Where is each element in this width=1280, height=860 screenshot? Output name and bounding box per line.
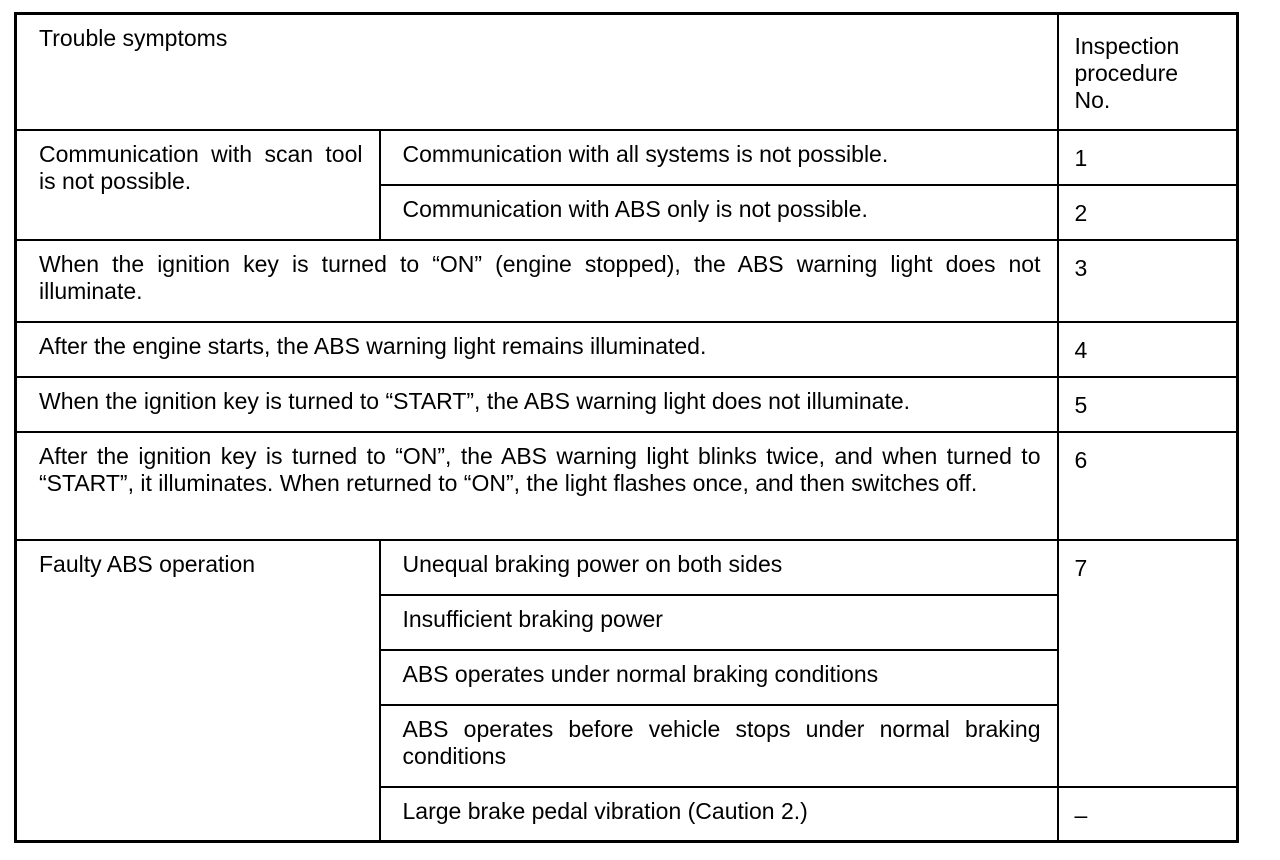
symptom-cell: Unequal braking power on both sides — [380, 540, 1058, 595]
procedure-number: – — [1058, 787, 1238, 842]
symptom-cell: Communication with all systems is not possible. — [380, 130, 1058, 185]
symptom-cell: ABS operates under normal braking conditions — [380, 650, 1058, 705]
faulty-group-label: Faulty ABS operation — [16, 540, 380, 842]
table-row — [16, 130, 1238, 185]
table-row — [16, 322, 1238, 377]
table-row — [16, 432, 1238, 540]
procedure-number: 4 — [1058, 322, 1238, 377]
table-row — [16, 540, 1238, 595]
symptom-cell: When the ignition key is turned to “ON” (engine stopped), the ABS warning light does not illuminate. — [16, 240, 1058, 322]
trouble-symptoms-header: Trouble symptoms — [16, 14, 1058, 130]
symptom-cell: After the ignition key is turned to “ON”, the ABS warning light blinks twice, and when turned to “START”, it illuminates. When returned to “ON”, the light flashes once, and then switches off. — [16, 432, 1058, 540]
procedure-number: 3 — [1058, 240, 1238, 322]
table-row — [16, 240, 1238, 322]
symptom-cell: Insufficient braking power — [380, 595, 1058, 650]
symptom-cell: ABS operates before vehicle stops under normal braking conditions — [380, 705, 1058, 787]
symptom-cell: When the ignition key is turned to “START”, the ABS warning light does not illuminate. — [16, 377, 1058, 432]
table-row — [16, 377, 1238, 432]
procedure-number: 5 — [1058, 377, 1238, 432]
comm-group-label: Communication with scan tool is not possible. — [16, 130, 380, 240]
table-header-row — [16, 14, 1238, 130]
symptom-cell: Large brake pedal vibration (Caution 2.) — [380, 787, 1058, 842]
inspection-procedure-header: Inspection procedure No. — [1058, 14, 1238, 130]
procedure-number: 6 — [1058, 432, 1238, 540]
symptom-cell: After the engine starts, the ABS warning light remains illuminated. — [16, 322, 1058, 377]
symptom-cell: Communication with ABS only is not possible. — [380, 185, 1058, 240]
procedure-number: 2 — [1058, 185, 1238, 240]
procedure-number: 1 — [1058, 130, 1238, 185]
trouble-symptom-table — [14, 12, 1239, 843]
procedure-number: 7 — [1058, 540, 1238, 787]
